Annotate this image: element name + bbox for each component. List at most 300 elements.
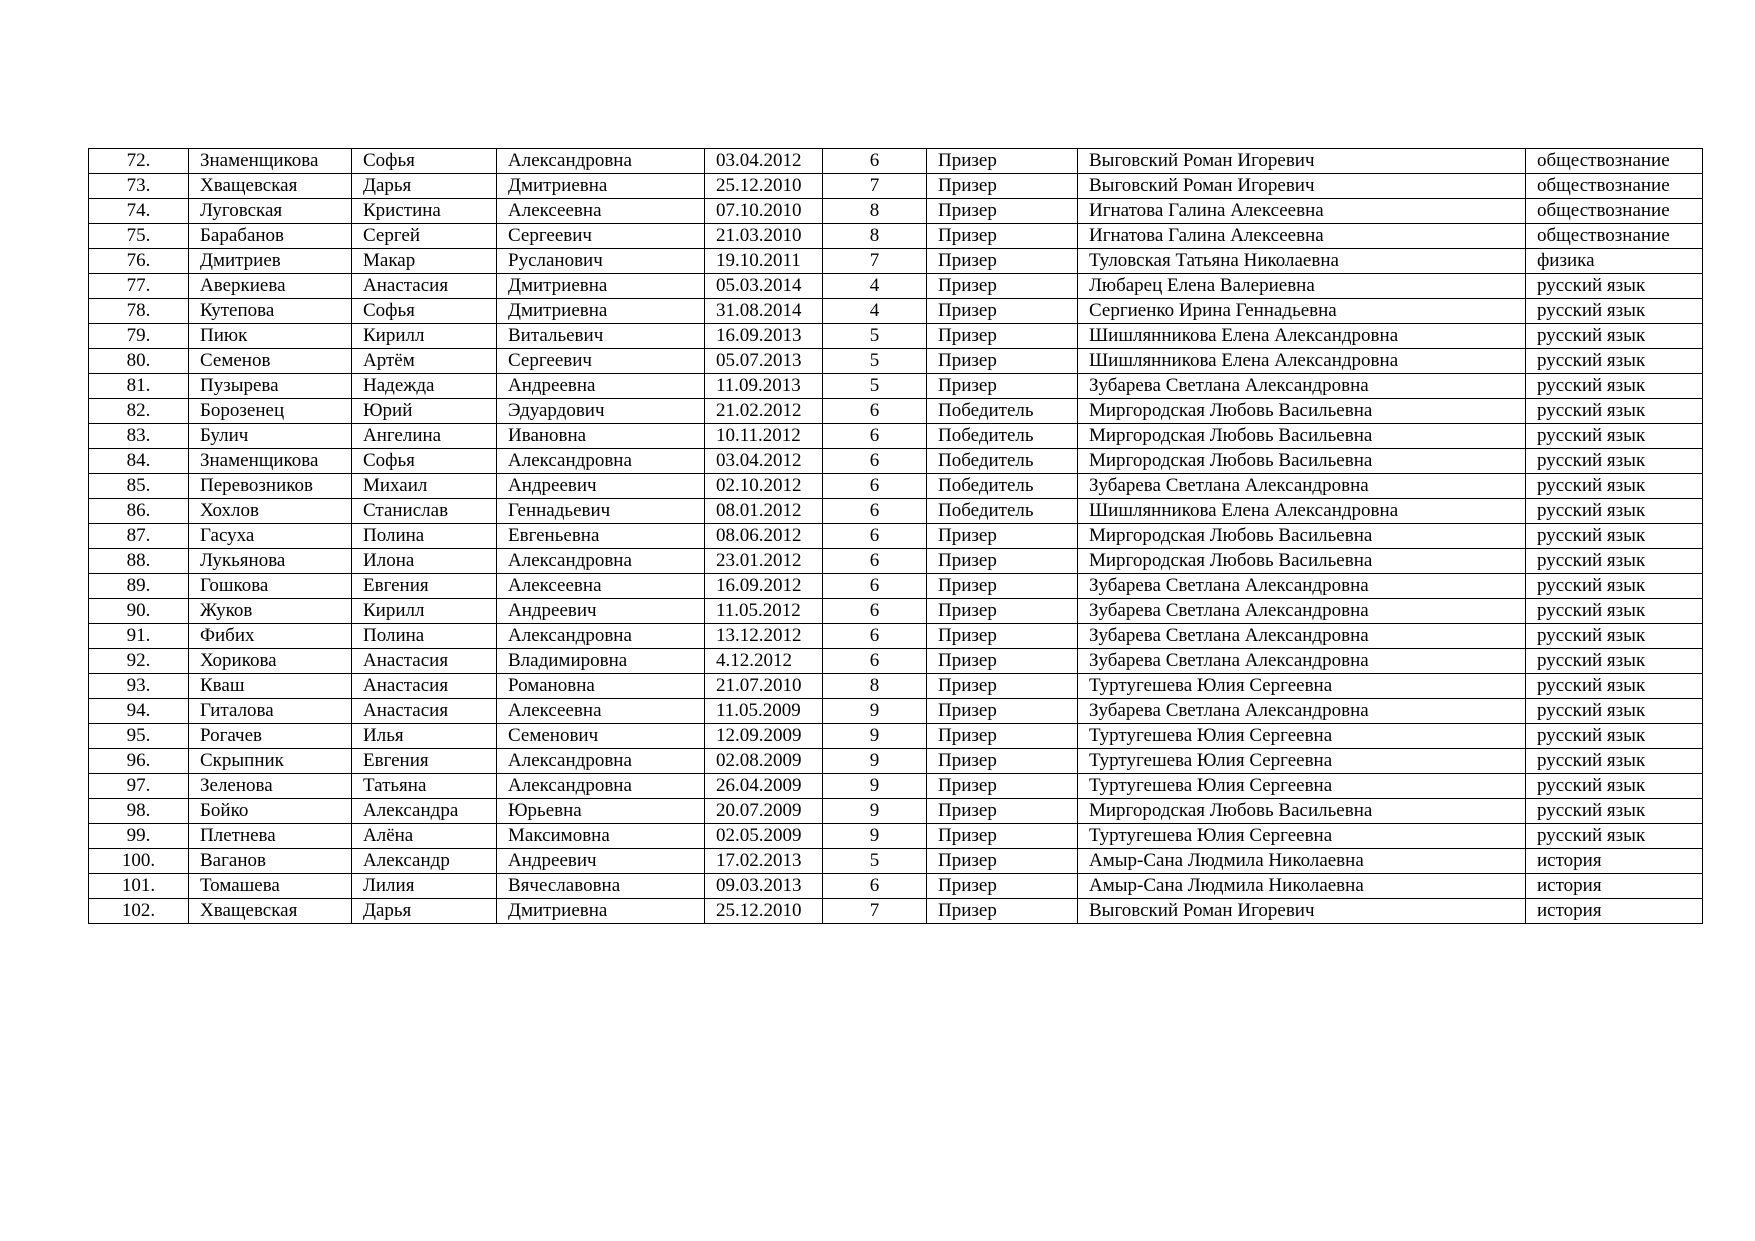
last-name-cell: Скрыпник (189, 749, 352, 774)
award-status-cell: Призер (927, 149, 1078, 174)
grade-cell: 9 (823, 824, 927, 849)
table-row (89, 149, 1703, 174)
subject-cell: русский язык (1526, 749, 1703, 774)
birth-date-cell: 05.03.2014 (705, 274, 823, 299)
table-row (89, 474, 1703, 499)
teacher-name-cell: Зубарева Светлана Александровна (1078, 374, 1526, 399)
birth-date-cell: 03.04.2012 (705, 449, 823, 474)
teacher-name-cell: Зубарева Светлана Александровна (1078, 649, 1526, 674)
last-name-cell: Дмитриев (189, 249, 352, 274)
grade-cell: 6 (823, 574, 927, 599)
birth-date-cell: 11.09.2013 (705, 374, 823, 399)
patronymic-cell: Максимовна (497, 824, 705, 849)
first-name-cell: Полина (352, 524, 497, 549)
first-name-cell: Илона (352, 549, 497, 574)
row-number-cell: 83. (89, 424, 189, 449)
row-number-cell: 79. (89, 324, 189, 349)
award-status-cell: Призер (927, 699, 1078, 724)
teacher-name-cell: Туловская Татьяна Николаевна (1078, 249, 1526, 274)
grade-cell: 8 (823, 199, 927, 224)
row-number-cell: 99. (89, 824, 189, 849)
grade-cell: 4 (823, 299, 927, 324)
teacher-name-cell: Шишлянникова Елена Александровна (1078, 349, 1526, 374)
last-name-cell: Жуков (189, 599, 352, 624)
patronymic-cell: Дмитриевна (497, 274, 705, 299)
award-status-cell: Победитель (927, 474, 1078, 499)
table-row (89, 599, 1703, 624)
first-name-cell: Анастасия (352, 274, 497, 299)
row-number-cell: 81. (89, 374, 189, 399)
teacher-name-cell: Миргородская Любовь Васильевна (1078, 424, 1526, 449)
grade-cell: 6 (823, 524, 927, 549)
first-name-cell: Александр (352, 849, 497, 874)
teacher-name-cell: Выговский Роман Игоревич (1078, 899, 1526, 924)
first-name-cell: Кирилл (352, 599, 497, 624)
first-name-cell: Михаил (352, 474, 497, 499)
birth-date-cell: 21.07.2010 (705, 674, 823, 699)
grade-cell: 6 (823, 874, 927, 899)
patronymic-cell: Александровна (497, 749, 705, 774)
birth-date-cell: 17.02.2013 (705, 849, 823, 874)
table-row (89, 724, 1703, 749)
grade-cell: 5 (823, 849, 927, 874)
first-name-cell: Александра (352, 799, 497, 824)
first-name-cell: Софья (352, 299, 497, 324)
row-number-cell: 92. (89, 649, 189, 674)
grade-cell: 9 (823, 724, 927, 749)
last-name-cell: Хващевская (189, 899, 352, 924)
last-name-cell: Гасуха (189, 524, 352, 549)
last-name-cell: Гошкова (189, 574, 352, 599)
teacher-name-cell: Игнатова Галина Алексеевна (1078, 224, 1526, 249)
grade-cell: 7 (823, 899, 927, 924)
last-name-cell: Знаменщикова (189, 449, 352, 474)
last-name-cell: Рогачев (189, 724, 352, 749)
teacher-name-cell: Миргородская Любовь Васильевна (1078, 549, 1526, 574)
teacher-name-cell: Выговский Роман Игоревич (1078, 174, 1526, 199)
grade-cell: 9 (823, 799, 927, 824)
table-row (89, 899, 1703, 924)
last-name-cell: Фибих (189, 624, 352, 649)
subject-cell: обществознание (1526, 199, 1703, 224)
last-name-cell: Плетнева (189, 824, 352, 849)
first-name-cell: Евгения (352, 749, 497, 774)
teacher-name-cell: Сергиенко Ирина Геннадьевна (1078, 299, 1526, 324)
award-status-cell: Призер (927, 524, 1078, 549)
first-name-cell: Юрий (352, 399, 497, 424)
table-row (89, 874, 1703, 899)
birth-date-cell: 23.01.2012 (705, 549, 823, 574)
first-name-cell: Илья (352, 724, 497, 749)
award-status-cell: Призер (927, 724, 1078, 749)
grade-cell: 8 (823, 674, 927, 699)
teacher-name-cell: Выговский Роман Игоревич (1078, 149, 1526, 174)
table-row (89, 549, 1703, 574)
table-row (89, 424, 1703, 449)
patronymic-cell: Эдуардович (497, 399, 705, 424)
birth-date-cell: 20.07.2009 (705, 799, 823, 824)
first-name-cell: Софья (352, 449, 497, 474)
patronymic-cell: Александровна (497, 149, 705, 174)
birth-date-cell: 05.07.2013 (705, 349, 823, 374)
grade-cell: 6 (823, 449, 927, 474)
award-status-cell: Призер (927, 549, 1078, 574)
grade-cell: 6 (823, 424, 927, 449)
row-number-cell: 98. (89, 799, 189, 824)
award-status-cell: Победитель (927, 399, 1078, 424)
grade-cell: 6 (823, 149, 927, 174)
teacher-name-cell: Зубарева Светлана Александровна (1078, 624, 1526, 649)
patronymic-cell: Алексеевна (497, 574, 705, 599)
subject-cell: русский язык (1526, 524, 1703, 549)
patronymic-cell: Александровна (497, 449, 705, 474)
birth-date-cell: 03.04.2012 (705, 149, 823, 174)
table-body (89, 149, 1703, 924)
row-number-cell: 86. (89, 499, 189, 524)
award-status-cell: Призер (927, 674, 1078, 699)
subject-cell: физика (1526, 249, 1703, 274)
table-row (89, 399, 1703, 424)
first-name-cell: Ангелина (352, 424, 497, 449)
subject-cell: русский язык (1526, 599, 1703, 624)
award-status-cell: Призер (927, 374, 1078, 399)
first-name-cell: Кристина (352, 199, 497, 224)
last-name-cell: Перевозников (189, 474, 352, 499)
award-status-cell: Победитель (927, 449, 1078, 474)
row-number-cell: 84. (89, 449, 189, 474)
award-status-cell: Призер (927, 174, 1078, 199)
subject-cell: русский язык (1526, 449, 1703, 474)
patronymic-cell: Владимировна (497, 649, 705, 674)
birth-date-cell: 11.05.2009 (705, 699, 823, 724)
teacher-name-cell: Туртугешева Юлия Сергеевна (1078, 724, 1526, 749)
table-row (89, 524, 1703, 549)
first-name-cell: Анастасия (352, 674, 497, 699)
first-name-cell: Полина (352, 624, 497, 649)
birth-date-cell: 25.12.2010 (705, 174, 823, 199)
last-name-cell: Кутепова (189, 299, 352, 324)
teacher-name-cell: Миргородская Любовь Васильевна (1078, 399, 1526, 424)
row-number-cell: 73. (89, 174, 189, 199)
birth-date-cell: 16.09.2012 (705, 574, 823, 599)
subject-cell: история (1526, 849, 1703, 874)
grade-cell: 7 (823, 249, 927, 274)
row-number-cell: 77. (89, 274, 189, 299)
award-status-cell: Победитель (927, 499, 1078, 524)
table-row (89, 274, 1703, 299)
award-status-cell: Призер (927, 874, 1078, 899)
last-name-cell: Зеленова (189, 774, 352, 799)
first-name-cell: Сергей (352, 224, 497, 249)
subject-cell: русский язык (1526, 699, 1703, 724)
row-number-cell: 94. (89, 699, 189, 724)
subject-cell: русский язык (1526, 549, 1703, 574)
first-name-cell: Евгения (352, 574, 497, 599)
row-number-cell: 100. (89, 849, 189, 874)
table-row (89, 674, 1703, 699)
row-number-cell: 87. (89, 524, 189, 549)
row-number-cell: 75. (89, 224, 189, 249)
grade-cell: 5 (823, 349, 927, 374)
last-name-cell: Пузырева (189, 374, 352, 399)
grade-cell: 6 (823, 549, 927, 574)
patronymic-cell: Дмитриевна (497, 299, 705, 324)
table-row (89, 374, 1703, 399)
first-name-cell: Анастасия (352, 699, 497, 724)
table-row (89, 749, 1703, 774)
subject-cell: русский язык (1526, 324, 1703, 349)
birth-date-cell: 19.10.2011 (705, 249, 823, 274)
first-name-cell: Кирилл (352, 324, 497, 349)
table-row (89, 849, 1703, 874)
teacher-name-cell: Туртугешева Юлия Сергеевна (1078, 674, 1526, 699)
award-status-cell: Призер (927, 599, 1078, 624)
last-name-cell: Борозенец (189, 399, 352, 424)
birth-date-cell: 25.12.2010 (705, 899, 823, 924)
table-row (89, 249, 1703, 274)
subject-cell: история (1526, 899, 1703, 924)
award-status-cell: Призер (927, 824, 1078, 849)
row-number-cell: 96. (89, 749, 189, 774)
last-name-cell: Пиюк (189, 324, 352, 349)
grade-cell: 6 (823, 599, 927, 624)
subject-cell: русский язык (1526, 574, 1703, 599)
award-status-cell: Призер (927, 349, 1078, 374)
last-name-cell: Знаменщикова (189, 149, 352, 174)
grade-cell: 6 (823, 499, 927, 524)
award-status-cell: Призер (927, 224, 1078, 249)
patronymic-cell: Андреевич (497, 849, 705, 874)
grade-cell: 6 (823, 474, 927, 499)
last-name-cell: Ваганов (189, 849, 352, 874)
table-row (89, 699, 1703, 724)
last-name-cell: Лукьянова (189, 549, 352, 574)
birth-date-cell: 26.04.2009 (705, 774, 823, 799)
patronymic-cell: Романовна (497, 674, 705, 699)
teacher-name-cell: Амыр-Сана Людмила Николаевна (1078, 874, 1526, 899)
subject-cell: русский язык (1526, 474, 1703, 499)
row-number-cell: 78. (89, 299, 189, 324)
birth-date-cell: 13.12.2012 (705, 624, 823, 649)
birth-date-cell: 10.11.2012 (705, 424, 823, 449)
subject-cell: обществознание (1526, 174, 1703, 199)
patronymic-cell: Алексеевна (497, 699, 705, 724)
first-name-cell: Надежда (352, 374, 497, 399)
teacher-name-cell: Амыр-Сана Людмила Николаевна (1078, 849, 1526, 874)
subject-cell: обществознание (1526, 224, 1703, 249)
row-number-cell: 95. (89, 724, 189, 749)
award-status-cell: Призер (927, 624, 1078, 649)
last-name-cell: Кваш (189, 674, 352, 699)
first-name-cell: Артём (352, 349, 497, 374)
patronymic-cell: Ивановна (497, 424, 705, 449)
table-row (89, 799, 1703, 824)
row-number-cell: 102. (89, 899, 189, 924)
birth-date-cell: 09.03.2013 (705, 874, 823, 899)
grade-cell: 6 (823, 399, 927, 424)
row-number-cell: 72. (89, 149, 189, 174)
subject-cell: русский язык (1526, 349, 1703, 374)
birth-date-cell: 21.02.2012 (705, 399, 823, 424)
grade-cell: 9 (823, 749, 927, 774)
patronymic-cell: Андреевич (497, 599, 705, 624)
row-number-cell: 90. (89, 599, 189, 624)
award-status-cell: Призер (927, 649, 1078, 674)
teacher-name-cell: Миргородская Любовь Васильевна (1078, 449, 1526, 474)
teacher-name-cell: Любарец Елена Валериевна (1078, 274, 1526, 299)
row-number-cell: 80. (89, 349, 189, 374)
patronymic-cell: Сергеевич (497, 349, 705, 374)
teacher-name-cell: Туртугешева Юлия Сергеевна (1078, 749, 1526, 774)
table-row (89, 499, 1703, 524)
grade-cell: 6 (823, 649, 927, 674)
grade-cell: 4 (823, 274, 927, 299)
patronymic-cell: Дмитриевна (497, 899, 705, 924)
birth-date-cell: 4.12.2012 (705, 649, 823, 674)
teacher-name-cell: Миргородская Любовь Васильевна (1078, 524, 1526, 549)
patronymic-cell: Александровна (497, 549, 705, 574)
award-status-cell: Призер (927, 274, 1078, 299)
subject-cell: русский язык (1526, 274, 1703, 299)
subject-cell: русский язык (1526, 799, 1703, 824)
teacher-name-cell: Игнатова Галина Алексеевна (1078, 199, 1526, 224)
last-name-cell: Гиталова (189, 699, 352, 724)
subject-cell: русский язык (1526, 824, 1703, 849)
row-number-cell: 89. (89, 574, 189, 599)
first-name-cell: Станислав (352, 499, 497, 524)
subject-cell: русский язык (1526, 399, 1703, 424)
subject-cell: русский язык (1526, 674, 1703, 699)
subject-cell: русский язык (1526, 424, 1703, 449)
birth-date-cell: 07.10.2010 (705, 199, 823, 224)
teacher-name-cell: Зубарева Светлана Александровна (1078, 699, 1526, 724)
table-row (89, 299, 1703, 324)
grade-cell: 7 (823, 174, 927, 199)
row-number-cell: 82. (89, 399, 189, 424)
first-name-cell: Алёна (352, 824, 497, 849)
row-number-cell: 101. (89, 874, 189, 899)
first-name-cell: Дарья (352, 899, 497, 924)
teacher-name-cell: Шишлянникова Елена Александровна (1078, 499, 1526, 524)
last-name-cell: Хорикова (189, 649, 352, 674)
award-status-cell: Призер (927, 799, 1078, 824)
patronymic-cell: Александровна (497, 774, 705, 799)
patronymic-cell: Александровна (497, 624, 705, 649)
teacher-name-cell: Зубарева Светлана Александровна (1078, 599, 1526, 624)
table-row (89, 224, 1703, 249)
first-name-cell: Дарья (352, 174, 497, 199)
row-number-cell: 88. (89, 549, 189, 574)
last-name-cell: Хохлов (189, 499, 352, 524)
subject-cell: русский язык (1526, 374, 1703, 399)
results-table (88, 148, 1703, 924)
birth-date-cell: 11.05.2012 (705, 599, 823, 624)
patronymic-cell: Геннадьевич (497, 499, 705, 524)
patronymic-cell: Юрьевна (497, 799, 705, 824)
grade-cell: 8 (823, 224, 927, 249)
grade-cell: 5 (823, 374, 927, 399)
birth-date-cell: 02.10.2012 (705, 474, 823, 499)
patronymic-cell: Андреевна (497, 374, 705, 399)
patronymic-cell: Алексеевна (497, 199, 705, 224)
birth-date-cell: 02.05.2009 (705, 824, 823, 849)
patronymic-cell: Вячеславовна (497, 874, 705, 899)
award-status-cell: Призер (927, 749, 1078, 774)
award-status-cell: Призер (927, 899, 1078, 924)
first-name-cell: Лилия (352, 874, 497, 899)
last-name-cell: Семенов (189, 349, 352, 374)
birth-date-cell: 08.01.2012 (705, 499, 823, 524)
subject-cell: русский язык (1526, 774, 1703, 799)
patronymic-cell: Семенович (497, 724, 705, 749)
teacher-name-cell: Шишлянникова Елена Александровна (1078, 324, 1526, 349)
row-number-cell: 91. (89, 624, 189, 649)
table-row (89, 624, 1703, 649)
table-row (89, 349, 1703, 374)
last-name-cell: Бойко (189, 799, 352, 824)
first-name-cell: Татьяна (352, 774, 497, 799)
last-name-cell: Томашева (189, 874, 352, 899)
teacher-name-cell: Зубарева Светлана Александровна (1078, 474, 1526, 499)
patronymic-cell: Русланович (497, 249, 705, 274)
award-status-cell: Призер (927, 249, 1078, 274)
last-name-cell: Луговская (189, 199, 352, 224)
row-number-cell: 93. (89, 674, 189, 699)
birth-date-cell: 21.03.2010 (705, 224, 823, 249)
row-number-cell: 74. (89, 199, 189, 224)
subject-cell: русский язык (1526, 299, 1703, 324)
patronymic-cell: Витальевич (497, 324, 705, 349)
subject-cell: история (1526, 874, 1703, 899)
award-status-cell: Призер (927, 324, 1078, 349)
award-status-cell: Призер (927, 199, 1078, 224)
table-row (89, 174, 1703, 199)
grade-cell: 6 (823, 624, 927, 649)
subject-cell: русский язык (1526, 624, 1703, 649)
patronymic-cell: Евгеньевна (497, 524, 705, 549)
patronymic-cell: Андреевич (497, 474, 705, 499)
first-name-cell: Анастасия (352, 649, 497, 674)
teacher-name-cell: Туртугешева Юлия Сергеевна (1078, 824, 1526, 849)
table-row (89, 199, 1703, 224)
award-status-cell: Призер (927, 574, 1078, 599)
table-row (89, 449, 1703, 474)
table-row (89, 824, 1703, 849)
award-status-cell: Призер (927, 849, 1078, 874)
grade-cell: 5 (823, 324, 927, 349)
award-status-cell: Призер (927, 299, 1078, 324)
birth-date-cell: 31.08.2014 (705, 299, 823, 324)
row-number-cell: 97. (89, 774, 189, 799)
patronymic-cell: Дмитриевна (497, 174, 705, 199)
teacher-name-cell: Миргородская Любовь Васильевна (1078, 799, 1526, 824)
grade-cell: 9 (823, 699, 927, 724)
last-name-cell: Аверкиева (189, 274, 352, 299)
first-name-cell: Макар (352, 249, 497, 274)
subject-cell: русский язык (1526, 499, 1703, 524)
first-name-cell: Софья (352, 149, 497, 174)
patronymic-cell: Сергеевич (497, 224, 705, 249)
last-name-cell: Булич (189, 424, 352, 449)
grade-cell: 9 (823, 774, 927, 799)
subject-cell: русский язык (1526, 649, 1703, 674)
table-row (89, 774, 1703, 799)
table-row (89, 649, 1703, 674)
birth-date-cell: 02.08.2009 (705, 749, 823, 774)
teacher-name-cell: Зубарева Светлана Александровна (1078, 574, 1526, 599)
subject-cell: русский язык (1526, 724, 1703, 749)
table-row (89, 574, 1703, 599)
